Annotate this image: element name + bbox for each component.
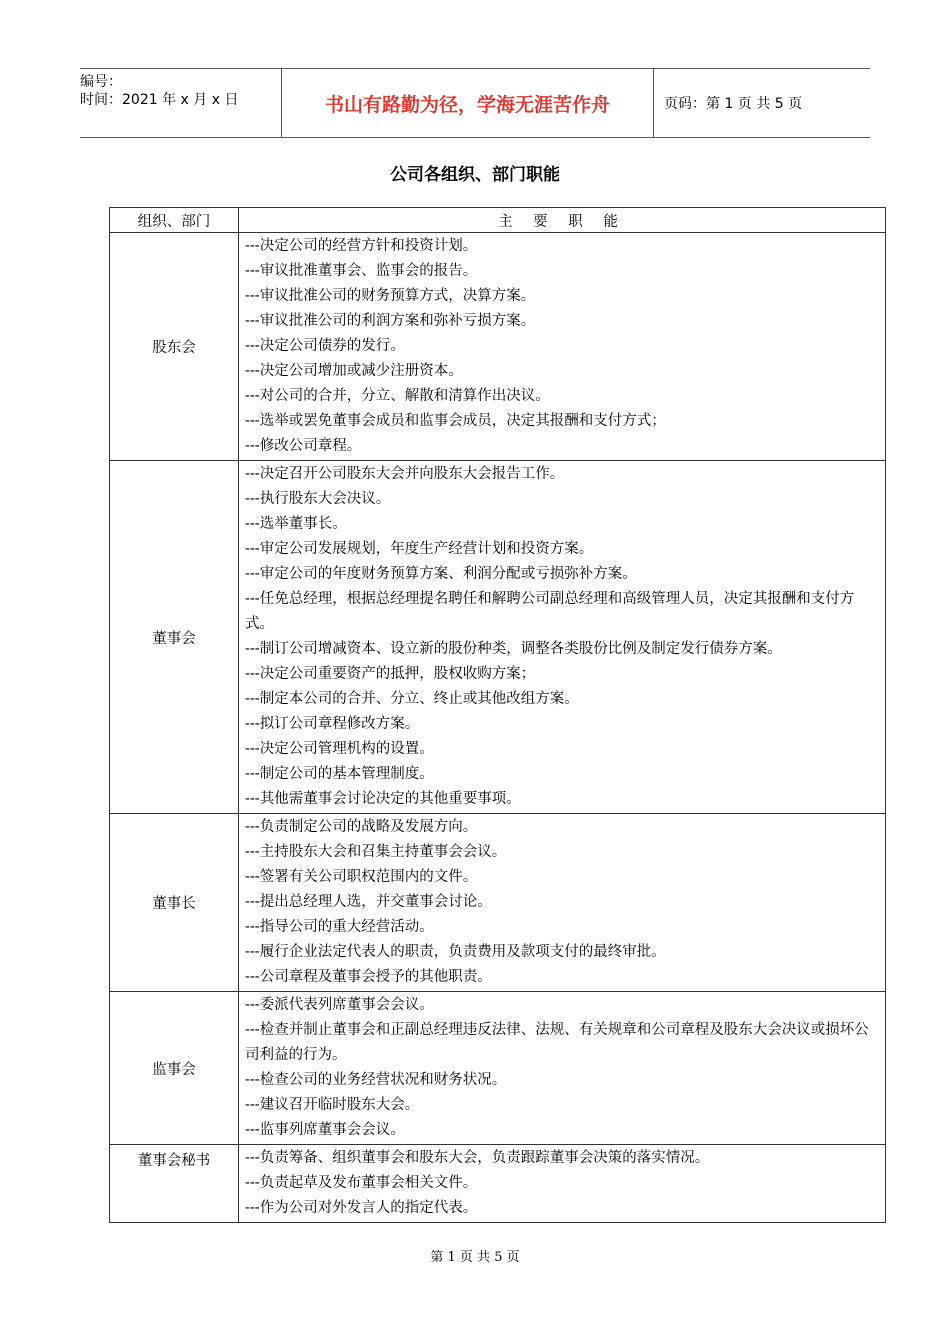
- duty-item: ---决定公司的经营方针和投资计划。: [245, 238, 478, 254]
- duties-cell: [239, 233, 886, 461]
- duty-item: ---监事列席董事会会议。: [245, 1122, 405, 1138]
- duty-item: ---修改公司章程。: [245, 438, 362, 454]
- duty-item: ---负责筹备、组织董事会和股东大会，负责跟踪董事会决策的落实情况。: [245, 1150, 710, 1166]
- duty-item: ---公司章程及董事会授予的其他职责。: [245, 969, 492, 985]
- duty-item: ---审定公司发展规划，年度生产经营计划和投资方案。: [245, 541, 594, 557]
- duty-item: ---决定公司增加或减少注册资本。: [245, 363, 463, 379]
- functions-table: [109, 207, 886, 1223]
- duty-item: ---审定公司的年度财务预算方案、利润分配或亏损弥补方案。: [245, 566, 637, 582]
- table-row: [110, 233, 886, 461]
- time-label: 时间：2021 年 x 月 x 日: [80, 92, 239, 108]
- duty-item: ---拟订公司章程修改方案。: [245, 716, 420, 732]
- duty-item: ---执行股东大会决议。: [245, 491, 391, 507]
- org-name-cell: 董事会: [110, 461, 239, 814]
- number-label: 编号：: [80, 74, 122, 90]
- table-row: [110, 461, 886, 814]
- duties-cell: [239, 992, 886, 1145]
- table-header-row: [110, 208, 886, 233]
- org-name-cell: 股东会: [110, 233, 239, 461]
- duty-item: ---制订公司增减资本、设立新的股份种类，调整各类股份比例及制定发行债券方案。: [245, 641, 782, 657]
- duty-item: ---负责制定公司的战略及发展方向。: [245, 819, 478, 835]
- duty-item: ---选举董事长。: [245, 516, 347, 532]
- duty-item: ---负责起草及发布董事会相关文件。: [245, 1175, 478, 1191]
- duty-item: ---选举或罢免董事会成员和监事会成员，决定其报酬和支付方式；: [245, 413, 666, 429]
- document-title: 公司各组织、部门职能: [390, 165, 560, 185]
- table-row: [110, 992, 886, 1145]
- duty-item: ---提出总经理人选，并交董事会讨论。: [245, 894, 492, 910]
- header-meta: [80, 69, 281, 137]
- duties-cell: [239, 461, 886, 814]
- duty-item: ---决定公司管理机构的设置。: [245, 741, 434, 757]
- duty-item: ---履行企业法定代表人的职责，负责费用及款项支付的最终审批。: [245, 944, 666, 960]
- duty-item: ---作为公司对外发言人的指定代表。: [245, 1200, 478, 1216]
- duty-item: ---对公司的合并，分立、解散和清算作出决议。: [245, 388, 550, 404]
- header-motto: 书山有路勤为径，学海无涯苦作舟: [281, 69, 654, 137]
- duty-item: ---制定公司的基本管理制度。: [245, 766, 434, 782]
- column-header-duties: 主 要 职 能: [239, 208, 886, 233]
- duty-item: ---建议召开临时股东大会。: [245, 1097, 420, 1113]
- duty-item: ---检查公司的业务经营状况和财务状况。: [245, 1072, 507, 1088]
- duty-item: ---签署有关公司职权范围内的文件。: [245, 869, 478, 885]
- table-row: [110, 1145, 886, 1223]
- duty-item: ---主持股东大会和召集主持董事会会议。: [245, 844, 507, 860]
- duties-cell: [239, 1145, 886, 1223]
- duty-item: ---其他需董事会讨论决定的其他重要事项。: [245, 791, 521, 807]
- duty-item: ---任免总经理，根据总经理提名聘任和解聘公司副总经理和高级管理人员，决定其报酬和支付方式。: [245, 591, 855, 632]
- duty-item: ---审议批准董事会、监事会的报告。: [245, 263, 478, 279]
- column-header-org: 组织、部门: [110, 208, 239, 233]
- table-row: [110, 814, 886, 992]
- duty-item: ---制定本公司的合并、分立、终止或其他改组方案。: [245, 691, 579, 707]
- page-footer: 第 1 页 共 5 页: [430, 1250, 520, 1265]
- duties-cell: [239, 814, 886, 992]
- document-header: [80, 68, 870, 138]
- duty-item: ---审议批准公司的财务预算方式，决算方案。: [245, 288, 536, 304]
- duty-item: ---指导公司的重大经营活动。: [245, 919, 434, 935]
- org-name-cell: 董事长: [110, 814, 239, 992]
- duty-item: ---检查并制止董事会和正副总经理违反法律、法规、有关规章和公司章程及股东大会决议或损坏公司利益的行为。: [245, 1022, 869, 1063]
- duty-item: ---决定公司重要资产的抵押，股权收购方案；: [245, 666, 536, 682]
- duty-item: ---决定召开公司股东大会并向股东大会报告工作。: [245, 466, 565, 482]
- org-name-cell: 监事会: [110, 992, 239, 1145]
- duty-item: ---委派代表列席董事会会议。: [245, 997, 434, 1013]
- duty-item: ---审议批准公司的利润方案和弥补亏损方案。: [245, 313, 536, 329]
- header-page-info: 页码：第 1 页 共 5 页: [664, 96, 803, 112]
- duty-item: ---决定公司债券的发行。: [245, 338, 405, 354]
- org-name-cell: 董事会秘书: [110, 1145, 239, 1223]
